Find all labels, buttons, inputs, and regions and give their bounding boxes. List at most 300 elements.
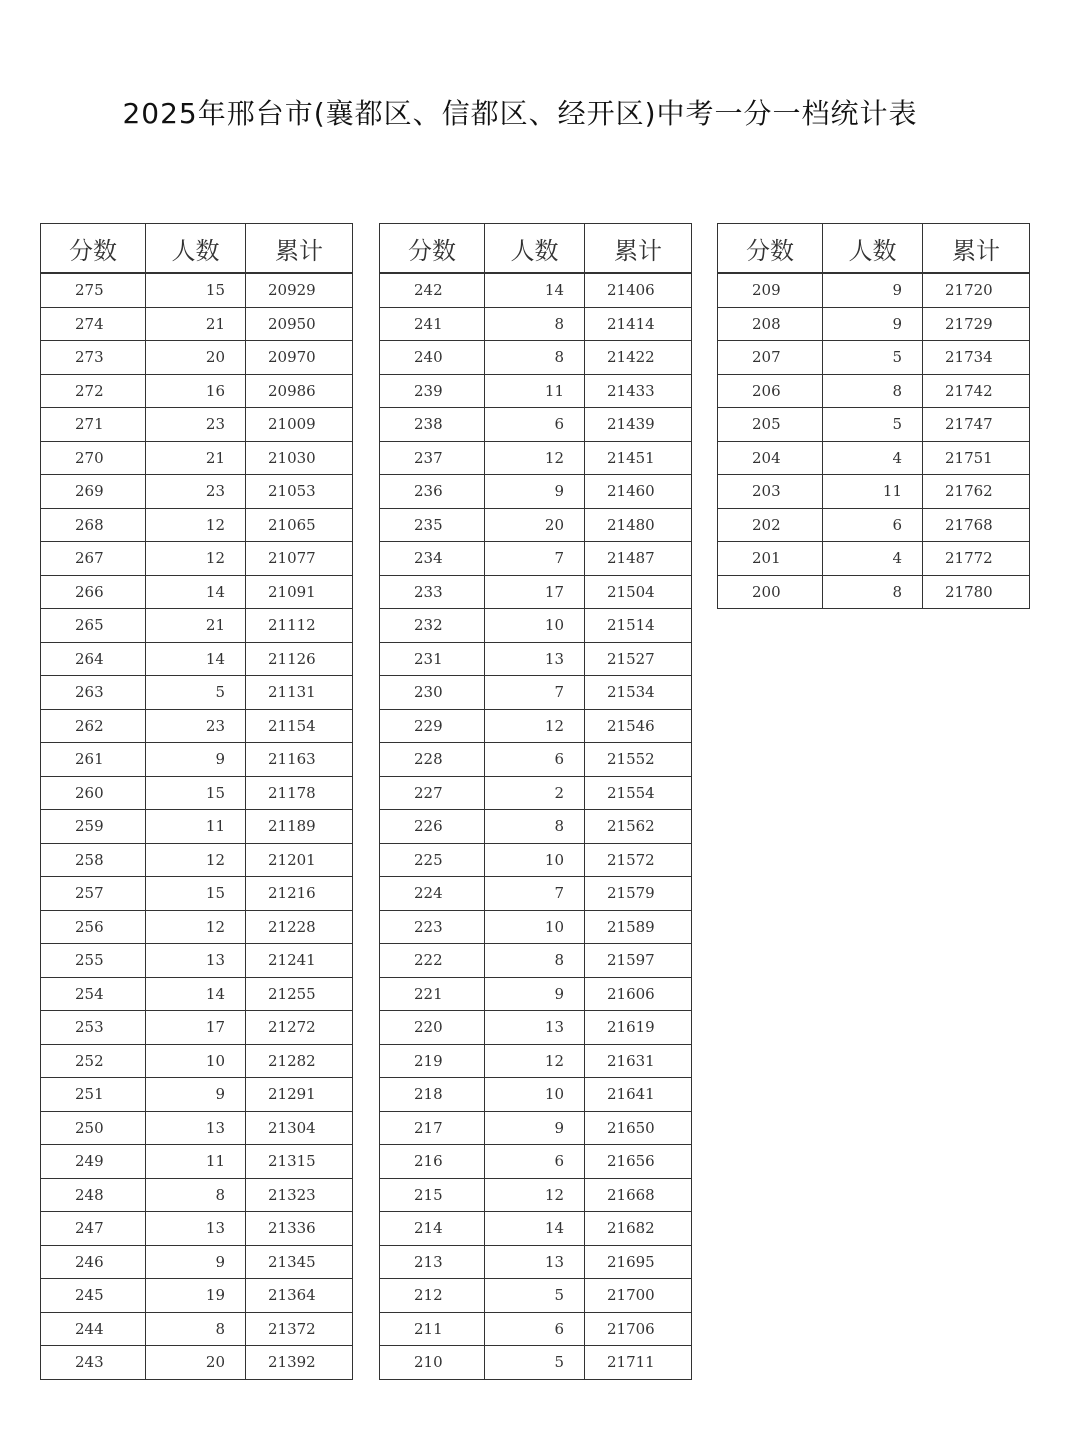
cumulative-cell: 21255: [246, 977, 353, 1011]
table-row: [380, 1044, 692, 1078]
score-cell: 208: [718, 307, 823, 341]
table-row: [718, 307, 1030, 341]
count-cell: 13: [485, 642, 585, 676]
score-cell: 252: [41, 1044, 146, 1078]
score-cell: 238: [380, 408, 485, 442]
count-cell: 2: [485, 776, 585, 810]
score-table-2: [379, 223, 692, 1380]
cumulative-cell: 21734: [923, 341, 1030, 375]
score-cell: 263: [41, 676, 146, 710]
count-cell: 12: [485, 709, 585, 743]
cumulative-cell: 21695: [585, 1245, 692, 1279]
score-cell: 262: [41, 709, 146, 743]
cumulative-cell: 21579: [585, 877, 692, 911]
cumulative-cell: 21439: [585, 408, 692, 442]
count-cell: 23: [146, 408, 246, 442]
score-cell: 265: [41, 609, 146, 643]
cumulative-cell: 21433: [585, 374, 692, 408]
table-row: [380, 843, 692, 877]
table-row: [380, 575, 692, 609]
cumulative-cell: 21768: [923, 508, 1030, 542]
score-cell: 202: [718, 508, 823, 542]
header-count: 人数: [485, 224, 585, 274]
cumulative-cell: 21480: [585, 508, 692, 542]
count-cell: 7: [485, 676, 585, 710]
table-row: [380, 1145, 692, 1179]
table-row: [380, 877, 692, 911]
score-cell: 268: [41, 508, 146, 542]
score-cell: 274: [41, 307, 146, 341]
cumulative-cell: 21742: [923, 374, 1030, 408]
cumulative-cell: 21534: [585, 676, 692, 710]
cumulative-cell: 21562: [585, 810, 692, 844]
cumulative-cell: 21762: [923, 475, 1030, 509]
cumulative-cell: 20929: [246, 273, 353, 307]
table-row: [380, 1178, 692, 1212]
count-cell: 15: [146, 273, 246, 307]
table-row: [718, 475, 1030, 509]
table-header-row: [41, 224, 353, 274]
table-row: [380, 1312, 692, 1346]
cumulative-cell: 21345: [246, 1245, 353, 1279]
cumulative-cell: 21554: [585, 776, 692, 810]
score-cell: 233: [380, 575, 485, 609]
table-row: [41, 1044, 353, 1078]
count-cell: 12: [146, 843, 246, 877]
score-cell: 258: [41, 843, 146, 877]
table-row: [380, 910, 692, 944]
count-cell: 5: [485, 1346, 585, 1380]
score-cell: 229: [380, 709, 485, 743]
cumulative-cell: 21422: [585, 341, 692, 375]
score-cell: 236: [380, 475, 485, 509]
cumulative-cell: 21606: [585, 977, 692, 1011]
count-cell: 19: [146, 1279, 246, 1313]
cumulative-cell: 21406: [585, 273, 692, 307]
score-cell: 235: [380, 508, 485, 542]
count-cell: 15: [146, 776, 246, 810]
cumulative-cell: 21091: [246, 575, 353, 609]
table-row: [718, 273, 1030, 307]
count-cell: 5: [823, 341, 923, 375]
table-row: [718, 374, 1030, 408]
table-row: [41, 273, 353, 307]
cumulative-cell: 21392: [246, 1346, 353, 1380]
score-cell: 260: [41, 776, 146, 810]
cumulative-cell: 21009: [246, 408, 353, 442]
table-row: [380, 944, 692, 978]
count-cell: 4: [823, 542, 923, 576]
header-cumulative: 累计: [246, 224, 353, 274]
table-row: [380, 709, 692, 743]
cumulative-cell: 21154: [246, 709, 353, 743]
score-cell: 251: [41, 1078, 146, 1112]
score-cell: 269: [41, 475, 146, 509]
score-cell: 240: [380, 341, 485, 375]
count-cell: 9: [823, 307, 923, 341]
cumulative-cell: 21504: [585, 575, 692, 609]
score-cell: 220: [380, 1011, 485, 1045]
count-cell: 8: [823, 374, 923, 408]
score-cell: 210: [380, 1346, 485, 1380]
table-row: [41, 1279, 353, 1313]
count-cell: 16: [146, 374, 246, 408]
count-cell: 13: [146, 944, 246, 978]
score-cell: 246: [41, 1245, 146, 1279]
score-cell: 234: [380, 542, 485, 576]
cumulative-cell: 21720: [923, 273, 1030, 307]
count-cell: 20: [146, 1346, 246, 1380]
score-cell: 245: [41, 1279, 146, 1313]
table-row: [41, 944, 353, 978]
table-row: [380, 408, 692, 442]
score-cell: 266: [41, 575, 146, 609]
cumulative-cell: 21619: [585, 1011, 692, 1045]
score-cell: 221: [380, 977, 485, 1011]
count-cell: 11: [823, 475, 923, 509]
cumulative-cell: 21700: [585, 1279, 692, 1313]
cumulative-cell: 21668: [585, 1178, 692, 1212]
table-row: [41, 709, 353, 743]
cumulative-cell: 21077: [246, 542, 353, 576]
score-cell: 217: [380, 1111, 485, 1145]
score-cell: 239: [380, 374, 485, 408]
cumulative-cell: 21597: [585, 944, 692, 978]
table-row: [380, 1279, 692, 1313]
score-cell: 272: [41, 374, 146, 408]
table-row: [41, 743, 353, 777]
score-cell: 227: [380, 776, 485, 810]
count-cell: 11: [485, 374, 585, 408]
score-cell: 215: [380, 1178, 485, 1212]
table-row: [41, 609, 353, 643]
score-cell: 203: [718, 475, 823, 509]
count-cell: 5: [146, 676, 246, 710]
count-cell: 9: [146, 743, 246, 777]
count-cell: 13: [146, 1111, 246, 1145]
count-cell: 12: [146, 910, 246, 944]
score-cell: 254: [41, 977, 146, 1011]
table-row: [718, 542, 1030, 576]
count-cell: 8: [146, 1312, 246, 1346]
count-cell: 11: [146, 1145, 246, 1179]
table-row: [41, 1011, 353, 1045]
count-cell: 13: [485, 1011, 585, 1045]
count-cell: 10: [485, 910, 585, 944]
count-cell: 12: [485, 1178, 585, 1212]
score-cell: 201: [718, 542, 823, 576]
count-cell: 14: [146, 575, 246, 609]
table-row: [41, 776, 353, 810]
score-cell: 225: [380, 843, 485, 877]
score-cell: 253: [41, 1011, 146, 1045]
table-row: [41, 1145, 353, 1179]
table-row: [380, 977, 692, 1011]
table-row: [41, 910, 353, 944]
score-cell: 218: [380, 1078, 485, 1112]
cumulative-cell: 21589: [585, 910, 692, 944]
table-row: [41, 408, 353, 442]
score-cell: 204: [718, 441, 823, 475]
count-cell: 8: [485, 944, 585, 978]
cumulative-cell: 21112: [246, 609, 353, 643]
cumulative-cell: 21546: [585, 709, 692, 743]
score-cell: 207: [718, 341, 823, 375]
cumulative-cell: 21216: [246, 877, 353, 911]
count-cell: 5: [823, 408, 923, 442]
table-row: [380, 374, 692, 408]
table-row: [380, 810, 692, 844]
cumulative-cell: 21272: [246, 1011, 353, 1045]
cumulative-cell: 21451: [585, 441, 692, 475]
table-row: [41, 575, 353, 609]
score-cell: 212: [380, 1279, 485, 1313]
count-cell: 9: [146, 1245, 246, 1279]
count-cell: 21: [146, 307, 246, 341]
cumulative-cell: 21030: [246, 441, 353, 475]
cumulative-cell: 21747: [923, 408, 1030, 442]
cumulative-cell: 21126: [246, 642, 353, 676]
table-row: [41, 374, 353, 408]
table-row: [41, 1245, 353, 1279]
count-cell: 17: [146, 1011, 246, 1045]
score-table-3: [717, 223, 1030, 609]
count-cell: 6: [485, 1312, 585, 1346]
count-cell: 23: [146, 475, 246, 509]
cumulative-cell: 21189: [246, 810, 353, 844]
cumulative-cell: 21650: [585, 1111, 692, 1145]
cumulative-cell: 21572: [585, 843, 692, 877]
count-cell: 4: [823, 441, 923, 475]
table-row: [41, 341, 353, 375]
count-cell: 5: [485, 1279, 585, 1313]
score-table-1: [40, 223, 353, 1380]
table-row: [380, 307, 692, 341]
table-body: [41, 273, 353, 1379]
score-cell: 230: [380, 676, 485, 710]
count-cell: 8: [485, 307, 585, 341]
score-cell: 228: [380, 743, 485, 777]
header-cumulative: 累计: [585, 224, 692, 274]
table-row: [718, 575, 1030, 609]
cumulative-cell: 21364: [246, 1279, 353, 1313]
cumulative-cell: 21241: [246, 944, 353, 978]
count-cell: 8: [146, 1178, 246, 1212]
count-cell: 8: [823, 575, 923, 609]
table-row: [380, 441, 692, 475]
header-count: 人数: [823, 224, 923, 274]
header-cumulative: 累计: [923, 224, 1030, 274]
score-cell: 275: [41, 273, 146, 307]
count-cell: 10: [485, 843, 585, 877]
count-cell: 12: [146, 508, 246, 542]
score-cell: 257: [41, 877, 146, 911]
count-cell: 7: [485, 877, 585, 911]
header-score: 分数: [41, 224, 146, 274]
cumulative-cell: 21527: [585, 642, 692, 676]
cumulative-cell: 21751: [923, 441, 1030, 475]
cumulative-cell: 21291: [246, 1078, 353, 1112]
score-cell: 231: [380, 642, 485, 676]
score-cell: 200: [718, 575, 823, 609]
table-row: [718, 508, 1030, 542]
cumulative-cell: 21552: [585, 743, 692, 777]
table-row: [41, 475, 353, 509]
table-row: [41, 1212, 353, 1246]
count-cell: 14: [485, 273, 585, 307]
table-row: [718, 441, 1030, 475]
table-body: [380, 273, 692, 1379]
table-row: [41, 977, 353, 1011]
cumulative-cell: 21131: [246, 676, 353, 710]
table-row: [380, 508, 692, 542]
score-cell: 267: [41, 542, 146, 576]
table-row: [380, 1212, 692, 1246]
page-title: 2025年邢台市(襄都区、信都区、经开区)中考一分一档统计表: [122, 97, 918, 130]
score-cell: 219: [380, 1044, 485, 1078]
count-cell: 11: [146, 810, 246, 844]
score-cell: 244: [41, 1312, 146, 1346]
score-cell: 242: [380, 273, 485, 307]
cumulative-cell: 21065: [246, 508, 353, 542]
score-cell: 214: [380, 1212, 485, 1246]
score-cell: 264: [41, 642, 146, 676]
count-cell: 9: [485, 1111, 585, 1145]
count-cell: 14: [485, 1212, 585, 1246]
count-cell: 21: [146, 441, 246, 475]
count-cell: 14: [146, 642, 246, 676]
score-cell: 232: [380, 609, 485, 643]
score-cell: 243: [41, 1346, 146, 1380]
table-row: [380, 1245, 692, 1279]
score-cell: 223: [380, 910, 485, 944]
header-count: 人数: [146, 224, 246, 274]
cumulative-cell: 21772: [923, 542, 1030, 576]
count-cell: 6: [485, 408, 585, 442]
count-cell: 13: [485, 1245, 585, 1279]
count-cell: 9: [485, 977, 585, 1011]
table-row: [380, 273, 692, 307]
count-cell: 6: [485, 743, 585, 777]
count-cell: 9: [823, 273, 923, 307]
table-header-row: [380, 224, 692, 274]
score-cell: 256: [41, 910, 146, 944]
count-cell: 20: [485, 508, 585, 542]
cumulative-cell: 21315: [246, 1145, 353, 1179]
cumulative-cell: 21304: [246, 1111, 353, 1145]
count-cell: 14: [146, 977, 246, 1011]
cumulative-cell: 21053: [246, 475, 353, 509]
score-cell: 271: [41, 408, 146, 442]
cumulative-cell: 21487: [585, 542, 692, 576]
table-row: [41, 843, 353, 877]
table-row: [380, 1346, 692, 1380]
score-cell: 270: [41, 441, 146, 475]
cumulative-cell: 20950: [246, 307, 353, 341]
table-row: [41, 810, 353, 844]
table-row: [380, 341, 692, 375]
table-row: [380, 475, 692, 509]
score-cell: 237: [380, 441, 485, 475]
table-row: [380, 1078, 692, 1112]
cumulative-cell: 21641: [585, 1078, 692, 1112]
score-cell: 261: [41, 743, 146, 777]
table-row: [41, 676, 353, 710]
table-row: [380, 676, 692, 710]
cumulative-cell: 20970: [246, 341, 353, 375]
cumulative-cell: 21711: [585, 1346, 692, 1380]
count-cell: 20: [146, 341, 246, 375]
count-cell: 17: [485, 575, 585, 609]
cumulative-cell: 21228: [246, 910, 353, 944]
cumulative-cell: 21729: [923, 307, 1030, 341]
cumulative-cell: 21336: [246, 1212, 353, 1246]
table-row: [380, 1011, 692, 1045]
table-row: [41, 1346, 353, 1380]
count-cell: 9: [485, 475, 585, 509]
count-cell: 8: [485, 341, 585, 375]
count-cell: 9: [146, 1078, 246, 1112]
score-cell: 273: [41, 341, 146, 375]
cumulative-cell: 21323: [246, 1178, 353, 1212]
count-cell: 12: [485, 1044, 585, 1078]
cumulative-cell: 21201: [246, 843, 353, 877]
table-row: [41, 441, 353, 475]
cumulative-cell: 21780: [923, 575, 1030, 609]
score-cell: 247: [41, 1212, 146, 1246]
count-cell: 21: [146, 609, 246, 643]
table-row: [380, 1111, 692, 1145]
score-cell: 249: [41, 1145, 146, 1179]
cumulative-cell: 21514: [585, 609, 692, 643]
count-cell: 12: [146, 542, 246, 576]
table-row: [380, 776, 692, 810]
count-cell: 10: [485, 609, 585, 643]
count-cell: 23: [146, 709, 246, 743]
count-cell: 6: [823, 508, 923, 542]
cumulative-cell: 21460: [585, 475, 692, 509]
cumulative-cell: 21372: [246, 1312, 353, 1346]
count-cell: 10: [146, 1044, 246, 1078]
table-row: [41, 508, 353, 542]
table-row: [718, 341, 1030, 375]
table-row: [41, 1111, 353, 1145]
table-row: [41, 1312, 353, 1346]
table-header-row: [718, 224, 1030, 274]
cumulative-cell: 20986: [246, 374, 353, 408]
count-cell: 15: [146, 877, 246, 911]
cumulative-cell: 21163: [246, 743, 353, 777]
cumulative-cell: 21706: [585, 1312, 692, 1346]
count-cell: 7: [485, 542, 585, 576]
header-score: 分数: [380, 224, 485, 274]
score-cell: 222: [380, 944, 485, 978]
score-cell: 259: [41, 810, 146, 844]
table-row: [380, 642, 692, 676]
cumulative-cell: 21282: [246, 1044, 353, 1078]
score-cell: 209: [718, 273, 823, 307]
table-row: [41, 642, 353, 676]
cumulative-cell: 21656: [585, 1145, 692, 1179]
score-cell: 224: [380, 877, 485, 911]
score-cell: 211: [380, 1312, 485, 1346]
count-cell: 6: [485, 1145, 585, 1179]
table-row: [380, 743, 692, 777]
score-cell: 248: [41, 1178, 146, 1212]
count-cell: 13: [146, 1212, 246, 1246]
score-cell: 226: [380, 810, 485, 844]
table-row: [41, 542, 353, 576]
